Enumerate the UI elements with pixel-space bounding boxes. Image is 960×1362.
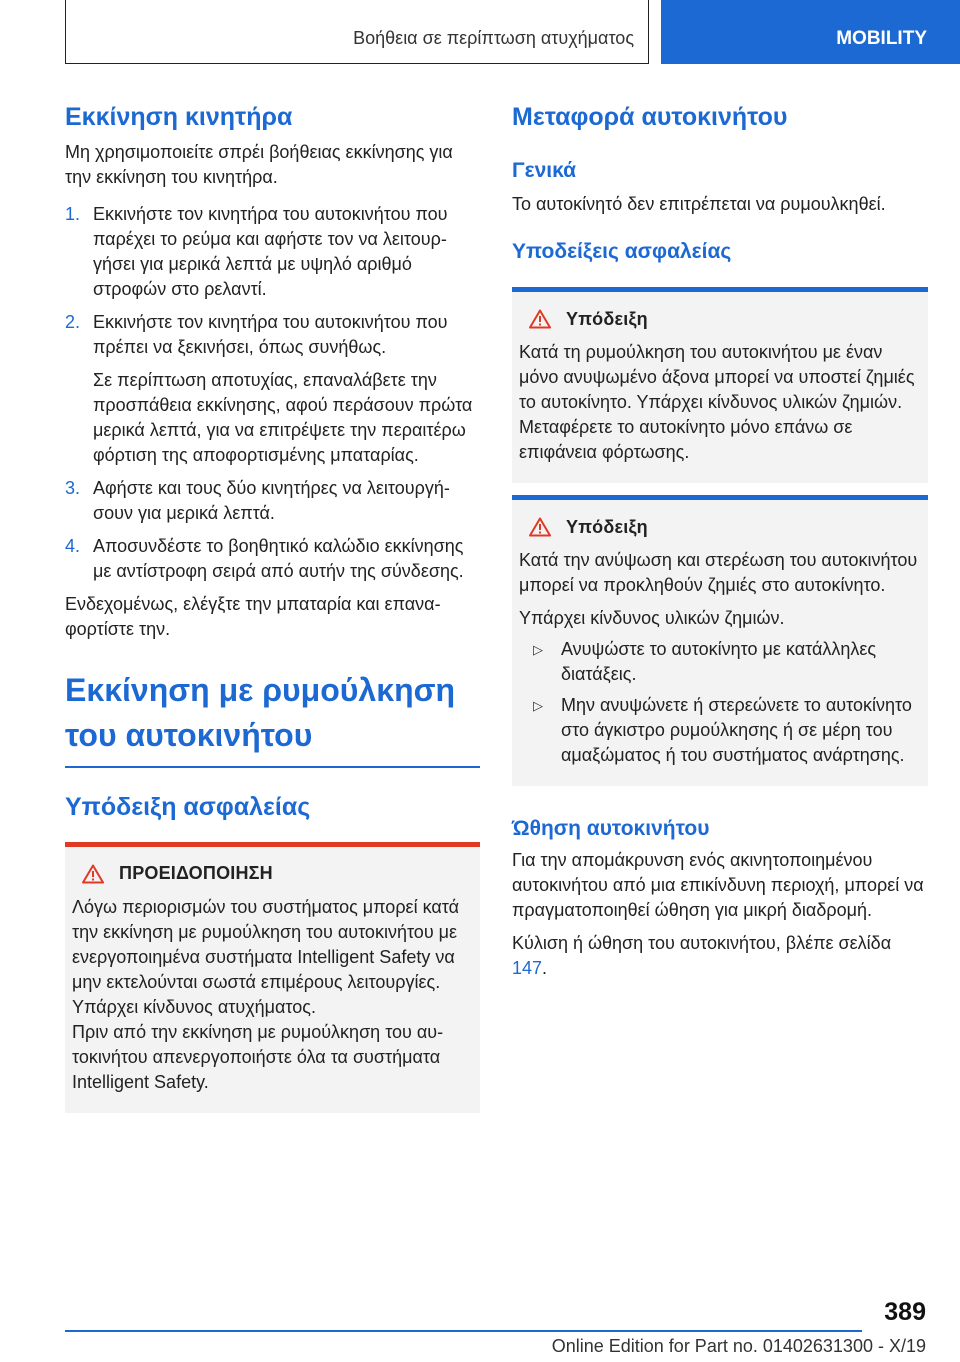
note-title: Υπόδειξη (566, 516, 648, 537)
warning-text: Λόγω περιορισμών του συστήματος μπορεί κατά την εκκίνηση με ρυμούλκηση του αυτοκινήτου με ενεργοποιημένα συστήματα Intelligent Safety να μην εκτελούνται σωστά επιμέρους λειτουργίες. Υπάρχει κίνδυνος ατυχήματος. (72, 896, 460, 1017)
step-text: Αφήστε και τους δύο κινητήρες να λειτουργήσουν για μερικά λεπτά. (93, 478, 450, 523)
list-item (65, 310, 480, 468)
warning-triangle-icon (82, 864, 104, 884)
page-number: 389 (884, 1298, 926, 1326)
start-engine-outro: Ενδεχομένως, ελέγξτε την μπαταρία και επαναφορτίστε την. (65, 594, 441, 639)
step-text: Εκκινήστε τον κινητήρα του αυτοκινήτου που παρέχει το ρεύμα και αφήστε τον να λειτουργήσει για μερικά λεπτά με υψηλό αριθμό στροφών στο ρελαντί. (93, 204, 448, 299)
push-reference-end: . (542, 958, 548, 978)
step-text: Αποσυνδέστε το βοηθητικό καλώδιο εκκίνησης με αντίστροφη σειρά από αυτήν της σύνδεσης. (93, 536, 464, 581)
caution-triangle-icon (529, 309, 551, 329)
list-item (65, 202, 480, 302)
bullet-triangle-icon: ▷ (533, 642, 543, 657)
section-title: Βοήθεια σε περίπτωση ατυχήματος (353, 28, 634, 48)
note-header (519, 514, 921, 540)
heading-general: Γενικά (512, 159, 577, 182)
warning-header (72, 861, 473, 887)
heading-tow-start: Εκκίνηση με ρυμούλκηση του αυτοκινήτου (65, 672, 456, 753)
push-reference (512, 931, 928, 981)
right-column (512, 100, 928, 981)
note-box (512, 287, 928, 483)
warning-instruction: Πριν από την εκκίνηση με ρυμούλκηση του αυτοκινήτου απενεργοποιήστε όλα τα συστήματα Intelligent Safety. (72, 1021, 444, 1092)
note-title: Υπόδειξη (566, 308, 648, 329)
step-extra-text: Σε περίπτωση αποτυχίας, επαναλάβετε την προσπάθεια εκκίνησης, αφού περάσουν πρώτα μερικά λεπτά, για να επιτρέψετε την περαιτέρω φόρτιση της αποφορτισμένης μπαταρίας. (93, 370, 473, 465)
heading-safety-notes: Υποδείξεις ασφαλείας (512, 240, 732, 263)
footer-rule (65, 1330, 862, 1332)
list-item (65, 476, 480, 526)
note-risk-text: Υπάρχει κίνδυνος υλικών ζημιών. (519, 608, 785, 628)
chapter-tab (661, 0, 960, 64)
push-reference-text: Κύλιση ή ώθηση του αυτοκινήτου, βλέπε σελίδα (512, 933, 892, 953)
bullet-triangle-icon: ▷ (533, 698, 543, 713)
list-item (65, 534, 480, 584)
chapter-tab-label: MOBILITY (836, 28, 927, 49)
running-header (65, 0, 649, 64)
step-number: 4. (65, 536, 81, 556)
step-text: Εκκινήστε τον κινητήρα του αυτοκινήτου που πρέπει να ξεκινήσει, όπως συνήθως. (93, 312, 448, 357)
heading-safety-note: Υπόδειξη ασφαλείας (65, 792, 311, 821)
start-engine-intro: Μη χρησιμοποιείτε σπρέι βοήθειας εκκίνησης για την εκκίνηση του κινητήρα. (65, 142, 453, 187)
page-reference-link[interactable]: 147 (512, 958, 543, 978)
push-text: Για την απομάκρυνση ενός ακινητοποιημένου αυτοκινήτου από μια επικίνδυνη περιοχή, μπορεί να πραγματοποιηθεί ώθηση για μικρή διαδρομή. (512, 850, 924, 920)
step-number: 3. (65, 478, 81, 498)
list-item (519, 637, 921, 687)
bullet-text: Μην ανυψώνετε ή στερεώνετε το αυτοκίνητο στο άγκιστρο ρυμούλκησης ή σε μέρη του αμαξώματος ή του συστήματος ανάρτησης. (561, 695, 912, 765)
edition-info: Online Edition for Part no. 01402631300 - X/19 (551, 1336, 926, 1356)
warning-box (65, 842, 480, 1113)
note-header (519, 306, 921, 332)
left-column (65, 100, 480, 1113)
warning-title: ΠΡΟΕΙΔΟΠΟΙΗΣΗ (119, 863, 273, 883)
note-bullet-list (519, 637, 921, 768)
bullet-text: Ανυψώστε το αυτοκίνητο με κατάλληλες διατάξεις. (561, 639, 877, 684)
heading-transport: Μεταφορά αυτοκινήτου (512, 103, 788, 131)
start-steps-list (65, 202, 480, 584)
step-number: 2. (65, 312, 81, 332)
general-text: Το αυτοκίνητό δεν επιτρέπεται να ρυμουλκηθεί. (512, 194, 886, 214)
heading-push-vehicle: Ώθηση αυτοκινήτου (512, 817, 710, 840)
note-box (512, 495, 928, 786)
step-number: 1. (65, 204, 81, 224)
heading-underline (65, 766, 480, 768)
note-text: Κατά τη ρυμούλκηση του αυτοκινήτου με έναν μόνο ανυψωμένο άξονα μπορεί να υποστεί ζημιές το αυτοκίνητο. Υπάρχει κίνδυνος υλικών ζημιών. Μεταφέρετε το αυτοκίνητο μόνο επάνω σε επιφάνεια φόρτωσης. (519, 342, 915, 462)
list-item (519, 693, 921, 768)
note-text: Κατά την ανύψωση και στερέωση του αυτοκινήτου μπορεί να προκληθούν ζημιές στο αυτοκίνητο. (519, 550, 918, 595)
heading-start-engine: Εκκίνηση κινητήρα (65, 103, 293, 131)
caution-triangle-icon (529, 517, 551, 537)
